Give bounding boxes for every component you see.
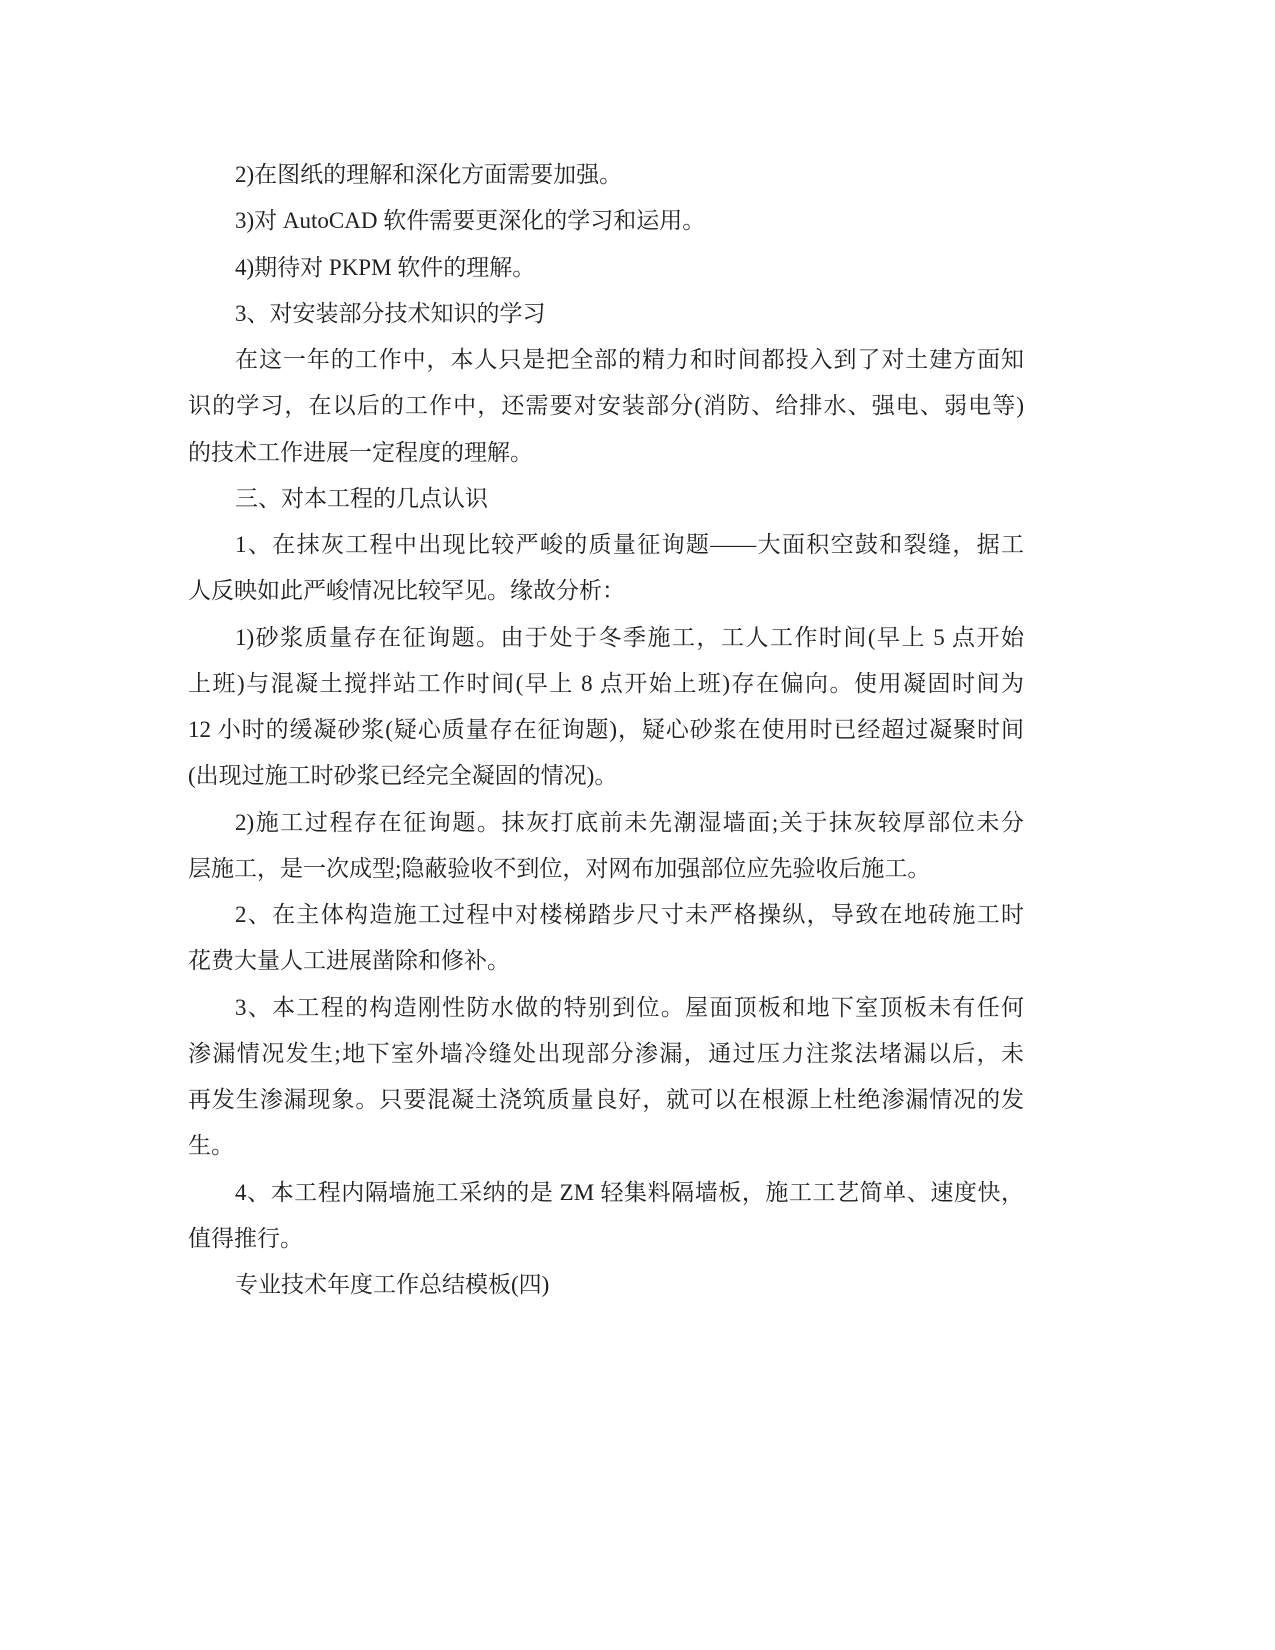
section-heading-project-insights bbox=[188, 476, 1024, 522]
text-line: 2、在主体构造施工过程中对楼梯踏步尺寸未严格操纵，导致在地砖施工时 bbox=[235, 902, 1024, 927]
document-body bbox=[188, 152, 1024, 1308]
paragraph-partition-wall bbox=[188, 1170, 1024, 1263]
text-line: 在这一年的工作中，本人只是把全部的精力和时间都投入到了对土建方面知 bbox=[235, 347, 1024, 372]
text-line: 2)在图纸的理解和深化方面需要加强。 bbox=[235, 162, 623, 187]
paragraph-waterproofing bbox=[188, 985, 1024, 1170]
text-line: 识的学习，在以后的工作中，还需要对安装部分(消防、给排水、强电、弱电等) bbox=[188, 393, 1024, 419]
text-line: 专业技术年度工作总结模板(四) bbox=[235, 1272, 550, 1297]
paragraph-plastering-quality-issue bbox=[188, 522, 1024, 615]
text-line: 2)施工过程存在征询题。抹灰打底前未先潮湿墙面;关于抹灰较厚部位未分 bbox=[235, 809, 1024, 835]
list-item-pkpm-software bbox=[188, 245, 1024, 291]
text-line: 3)对 AutoCAD 软件需要更深化的学习和运用。 bbox=[235, 208, 706, 234]
paragraph-installation-learning bbox=[188, 337, 1024, 476]
text-line: (出现过施工时砂浆已经完全凝固的情况)。 bbox=[188, 763, 618, 789]
text-line: 上班)与混凝土搅拌站工作时间(早上 8 点开始上班)存在偏向。使用凝固时间为 bbox=[188, 670, 1024, 696]
text-line: 的技术工作进展一定程度的理解。 bbox=[188, 439, 533, 465]
text-line: 渗漏情况发生;地下室外墙冷缝处出现部分渗漏，通过压力注浆法堵漏以后，未 bbox=[188, 1040, 1024, 1066]
text-line: 层施工，是一次成型;隐蔽验收不到位，对网布加强部位应先验收后施工。 bbox=[188, 855, 931, 881]
list-item-autocad-learning bbox=[188, 198, 1024, 244]
text-line: 再发生渗漏现象。只要混凝土浇筑质量良好，就可以在根源上杜绝渗漏情况的发 bbox=[188, 1087, 1024, 1112]
text-line: 人反映如此严峻情况比较罕见。缘故分析： bbox=[188, 578, 625, 604]
list-item-drawing-understanding bbox=[188, 152, 1024, 198]
text-line: 生。 bbox=[188, 1133, 234, 1159]
text-line: 1、在抹灰工程中出现比较严峻的质量征询题——大面积空鼓和裂缝，据工 bbox=[235, 532, 1024, 557]
section-heading-installation-knowledge bbox=[188, 291, 1024, 337]
paragraph-stair-step-dimensions bbox=[188, 892, 1024, 985]
section-heading-template-4 bbox=[188, 1262, 1024, 1308]
text-line: 4)期待对 PKPM 软件的理解。 bbox=[235, 254, 536, 280]
text-line: 花费大量人工进展凿除和修补。 bbox=[188, 948, 510, 974]
text-line: 3、对安装部分技术知识的学习 bbox=[235, 300, 546, 326]
paragraph-mortar-quality bbox=[188, 615, 1024, 800]
paragraph-construction-process bbox=[188, 800, 1024, 893]
text-line: 3、本工程的构造刚性防水做的特别到位。屋面顶板和地下室顶板未有任何 bbox=[235, 994, 1024, 1020]
text-line: 三、对本工程的几点认识 bbox=[235, 485, 488, 511]
text-line: 4、本工程内隔墙施工采纳的是 ZM 轻集料隔墙板，施工工艺简单、速度快， bbox=[235, 1179, 1024, 1205]
text-line: 值得推行。 bbox=[188, 1225, 303, 1251]
text-line: 1)砂浆质量存在征询题。由于处于冬季施工，工人工作时间(早上 5 点开始 bbox=[235, 624, 1024, 650]
text-line: 12 小时的缓凝砂浆(疑心质量存在征询题)，疑心砂浆在使用时已经超过凝聚时间 bbox=[188, 717, 1024, 742]
